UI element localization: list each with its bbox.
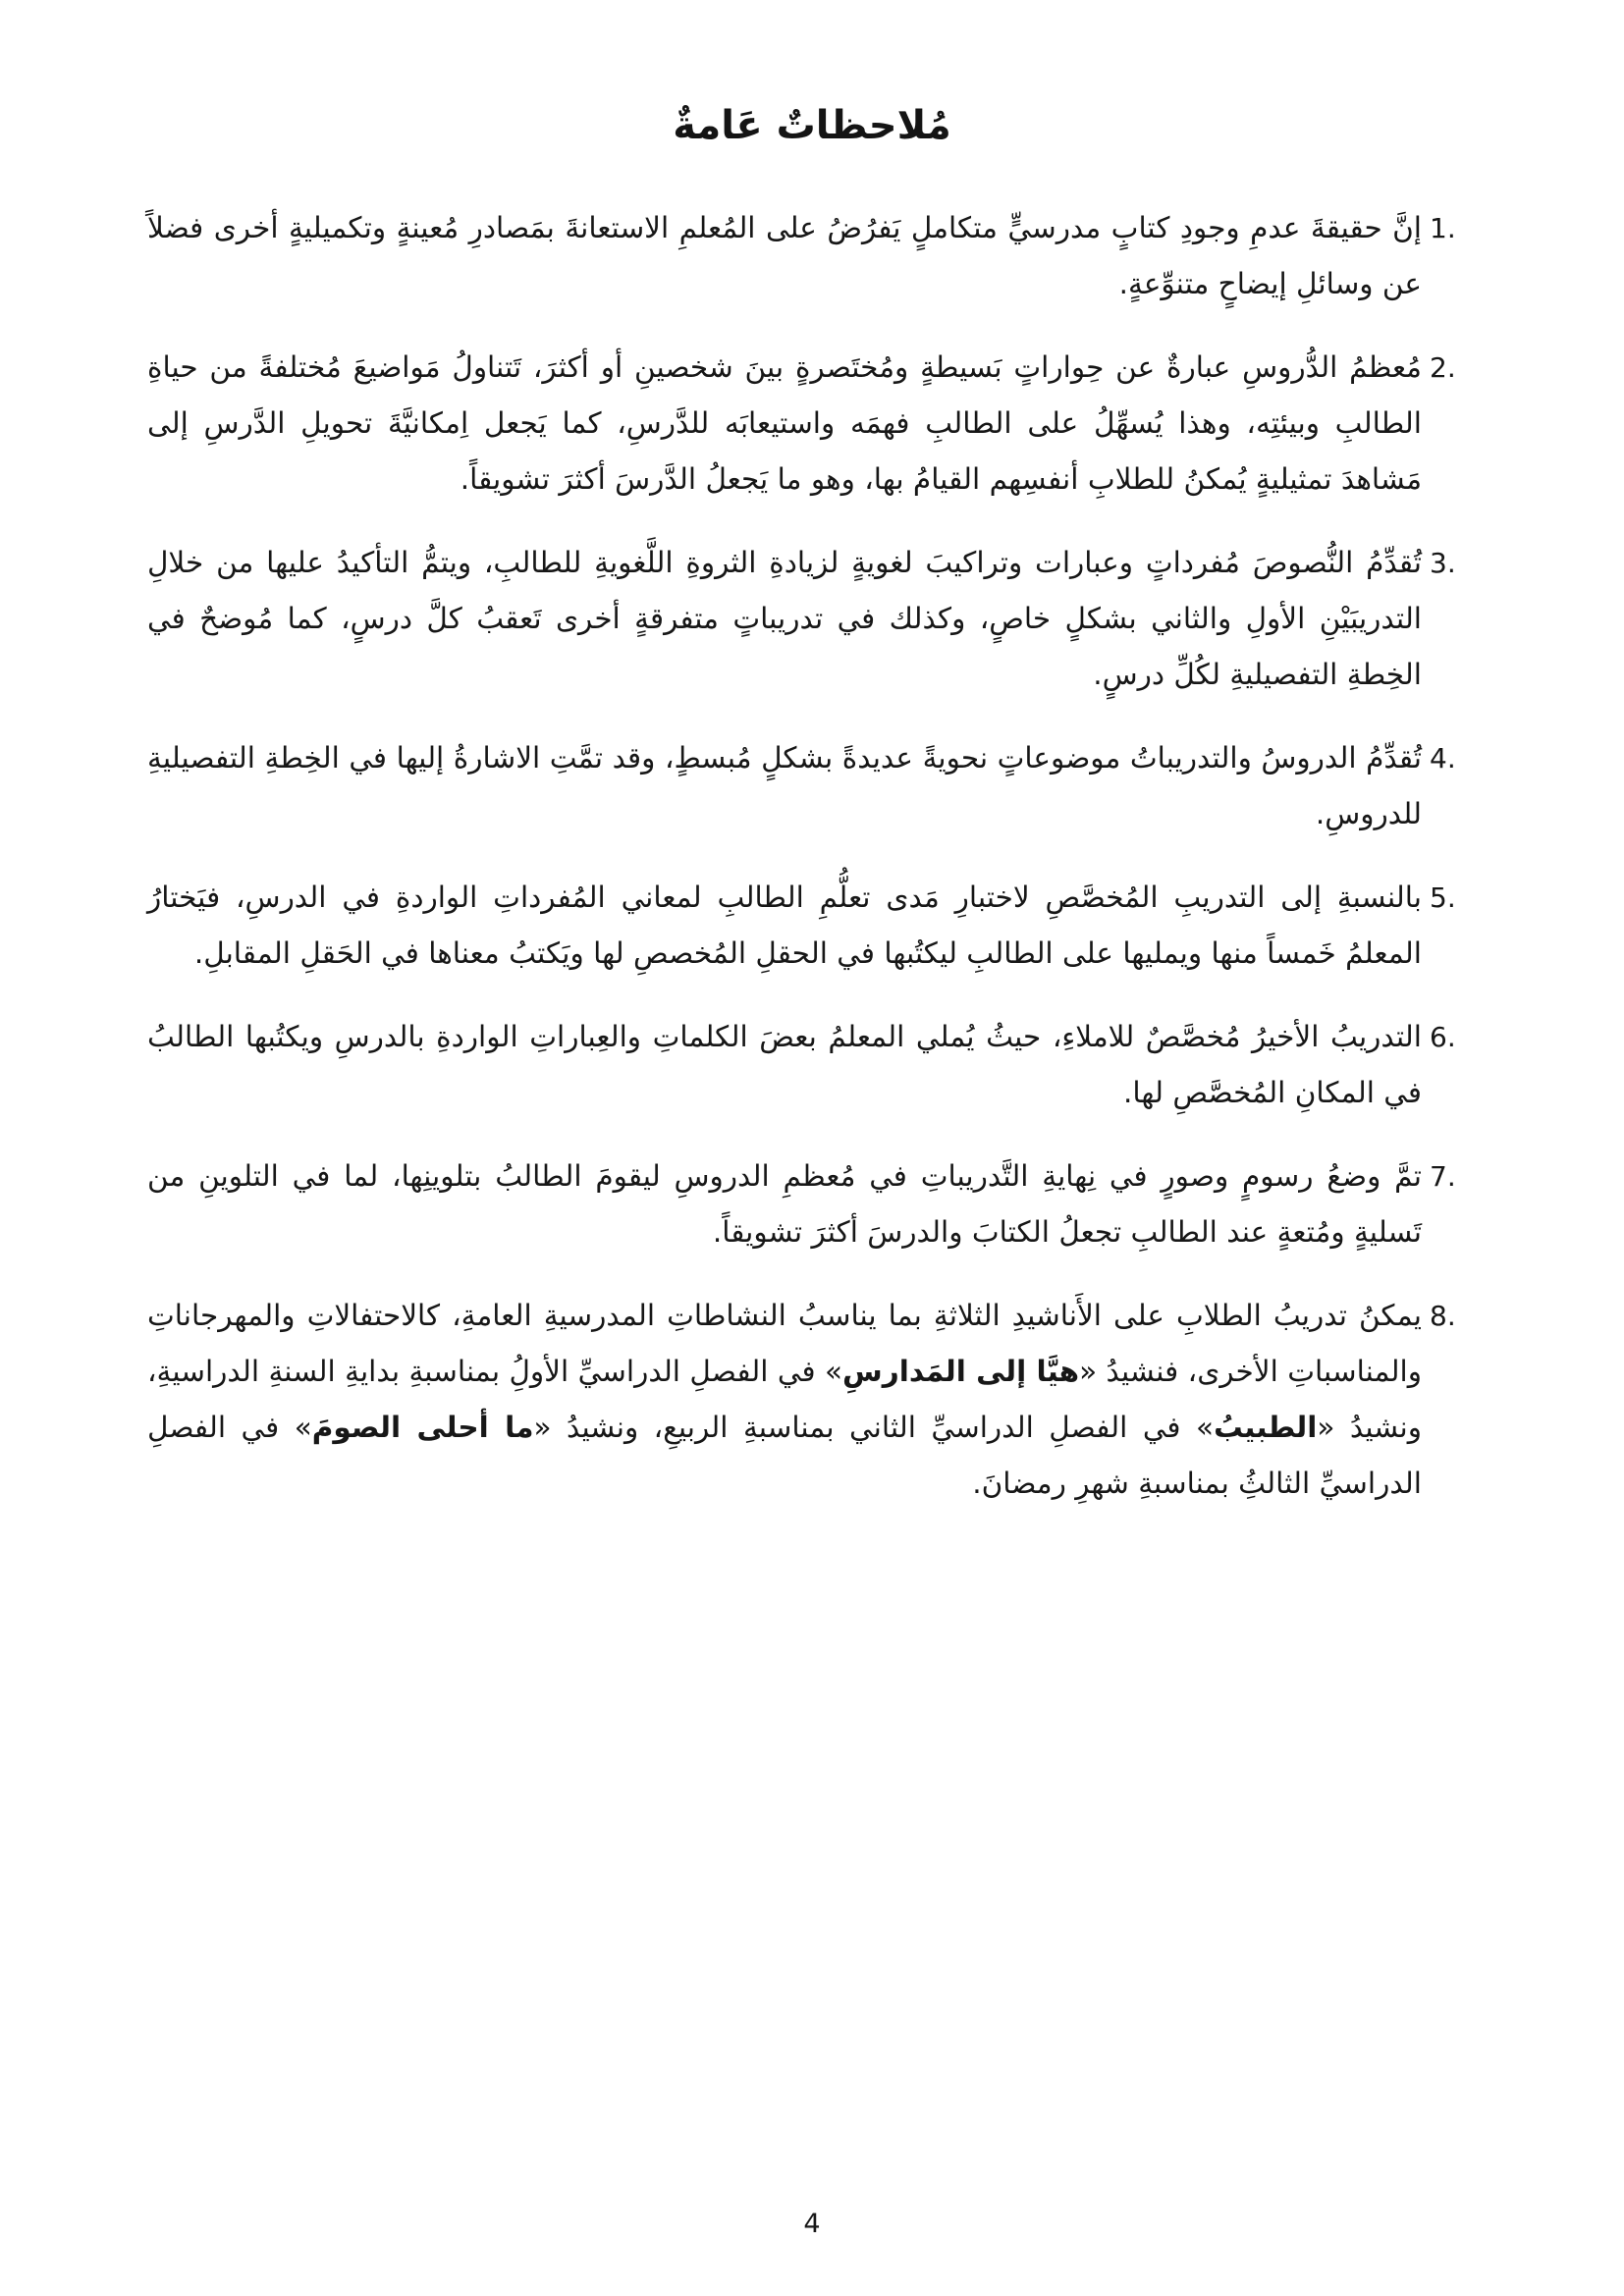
anthem-title: هيَّا إلى المَدارسِ (842, 1355, 1080, 1388)
anthem-title: ما أحلى الصومَ (311, 1411, 534, 1444)
list-item-text: بالنسبةِ إلى التدريبِ المُخصَّصِ لاختبارِ مَدى تعلُّمِ الطالبِ لمعاني المُفرداتِ الواردةِ في الدرسِ، فيَختارُ المعلمُ خَمساً منها ويمليها على الطالبِ ليكتُبها في الحقلِ المُخصصِ لها ويَكتبُ معناها في الحَقلِ المقابلِ. (147, 881, 1422, 970)
list-item-text (147, 1288, 1422, 1512)
list-item (147, 1288, 1477, 1512)
list-item-text: إنَّ حقيقةَ عدمِ وجودِ كتابٍ مدرسيٍّ متكاملٍ يَفرُضُ على المُعلمِ الاستعانةَ بمَصادرِ مُعينةٍ وتكميليةٍ أخرى فضلاً عن وسائلِ إيضاحٍ متنوِّعةٍ. (147, 211, 1422, 300)
page-number: 4 (803, 2209, 821, 2239)
list-item-number: 6. (1430, 1021, 1456, 1053)
list-item-number: 8. (1430, 1300, 1456, 1332)
list-item-number: 7. (1430, 1160, 1456, 1193)
page-title: مُلاحظاتٌ عَامةٌ (673, 103, 951, 148)
list-item-number: 1. (1430, 212, 1456, 244)
list-item-text: التدريبُ الأخيرُ مُخصَّصٌ للاملاءِ، حيثُ يُملي المعلمُ بعضَ الكلماتِ والعِباراتِ الواردةِ بالدرسِ ويكتُبها الطالبُ في المكانِ المُخصَّصِ لها. (147, 1020, 1422, 1109)
list-item-number: 4. (1430, 742, 1456, 774)
list-item-text: تمَّ وضعُ رسومٍ وصورٍ في نِهايةِ التَّدريباتِ في مُعظمِ الدروسِ ليقومَ الطالبُ بتلوينِها، لما في التلوينِ من تَسليةٍ ومُتعةٍ عند الطالبِ تجعلُ الكتابَ والدرسَ أكثرَ تشويقاً. (147, 1159, 1422, 1249)
list-item-text: تُقدِّمُ الدروسُ والتدريباتُ موضوعاتٍ نحويةً عديدةً بشكلٍ مُبسطٍ، وقد تمَّتِ الاشارةُ إليها في الخِطةِ التفصيليةِ للدروسِ. (147, 741, 1422, 830)
text-run: » في الفصلِ الدراسيِّ الثالثُِ بمناسبةِ شهرِ رمضانَ. (147, 1411, 1422, 1500)
list-item-text: تُقدِّمُ النُّصوصَ مُفرداتٍ وعبارات وتراكيبَ لغويةٍ لزيادةِ الثروةِ اللَّغويةِ للطالبِ، ويتمُّ التأكيدُ عليها من خلالِ التدريبَيْنِ الأولِ والثاني بشكلٍ خاصٍ، وكذلك في تدريباتٍ متفرقةٍ أخرى تَعقبُ كلَّ درسٍ، كما مُوضحٌ في الخِطةِ التفصيليةِ لكُلِّ درسٍ. (147, 546, 1422, 691)
list-item-text: مُعظمُ الدُّروسِ عبارةٌ عن حِواراتٍ بَسيطةٍ ومُختَصرةٍ بينَ شخصينِ أو أكثرَ، تَتناولُ مَواضيعَ مُختلفةً من حياةِ الطالبِ وبيئتِه، وهذا يُسهِّلُ على الطالبِ فهمَه واستيعابَه للدَّرسِ، كما يَجعل اِمكانيَّةَ تحويلِ الدَّرسِ إلى مَشاهدَ تمثيليةٍ يُمكنُ للطلابِ أنفسِهم القيامُ بها، وهو ما يَجعلُ الدَّرسَ أكثرَ تشويقاً. (147, 350, 1422, 496)
list-item (147, 730, 1477, 842)
text-run: » في الفصلِ الدراسيِّ الثاني بمناسبةِ الربيعِ، ونشيدُ « (533, 1411, 1215, 1444)
list-item-number: 2. (1430, 351, 1456, 384)
text-run: يمكنُ تدريبُ الطلابِ على الأَناشيدِ الثلاثةِ بما يناسبُ النشاطاتِ المدرسيةِ العامةِ، كالاحتفالاتِ والمهرجاناتِ والمناسباتِ الأخرى، فنشيدُ « (147, 1299, 1422, 1388)
list-item (147, 870, 1477, 982)
list-item-number: 3. (1430, 547, 1456, 579)
list-item (147, 1009, 1477, 1121)
list-item (147, 200, 1477, 312)
notes-list (147, 200, 1477, 1512)
list-item (147, 340, 1477, 507)
text-run: » في الفصلِ الدراسيِّ الأولُِ بمناسبةِ بدايةِ السنةِ الدراسيةِ، ونشيدُ « (147, 1355, 1423, 1444)
list-item (147, 1148, 1477, 1260)
list-item-number: 5. (1430, 881, 1456, 914)
anthem-title: الطبيبُ (1214, 1411, 1318, 1444)
list-item (147, 535, 1477, 703)
